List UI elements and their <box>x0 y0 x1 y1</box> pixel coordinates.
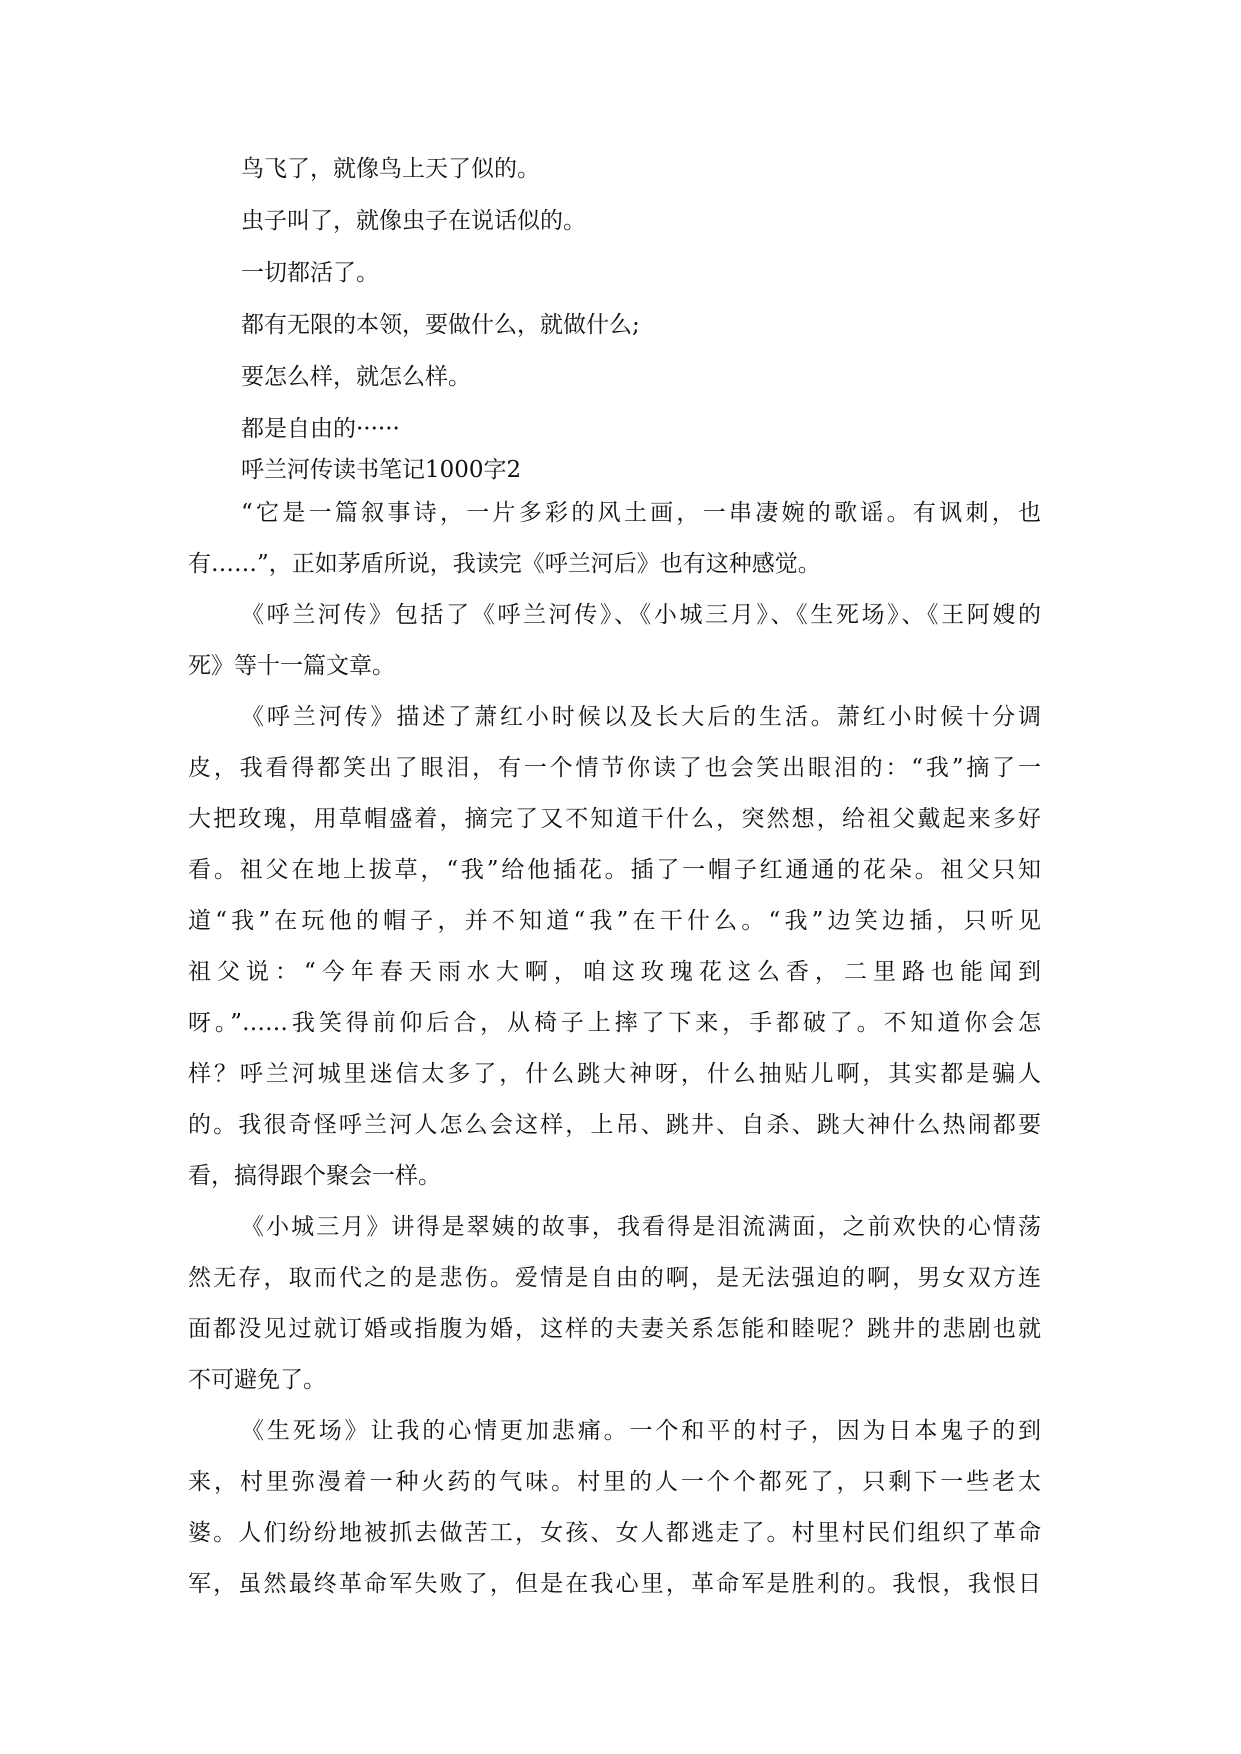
poem-line: 鸟飞了，就像鸟上天了似的。 <box>241 156 540 182</box>
paragraph-line: 不可避免了。 <box>188 1367 326 1393</box>
paragraph-line: 大把玫瑰，用草帽盛着，摘完了又不知道干什么，突然想，给祖父戴起来多好 <box>188 806 1041 832</box>
paragraph-line: 婆。人们纷纷地被抓去做苦工，女孩、女人都逃走了。村里村民们组织了革命 <box>188 1520 1041 1546</box>
paragraph-line: 看，搞得跟个聚会一样。 <box>188 1163 441 1189</box>
essay-paragraph <box>188 692 1041 1202</box>
poem-line: 要怎么样，就怎么样。 <box>241 364 471 390</box>
paragraph-line: 样？呼兰河城里迷信太多了，什么跳大神呀，什么抽贴儿啊，其实都是骗人 <box>188 1061 1041 1087</box>
essay-paragraphs <box>188 488 1041 1610</box>
poem-block <box>241 154 1041 466</box>
essay-paragraph <box>188 488 1041 590</box>
paragraph-line: 祖父说：“今年春天雨水大啊，咱这玫瑰花这么香，二里路也能闻到 <box>188 959 1041 985</box>
essay-paragraph <box>188 1406 1041 1610</box>
poem-line: 都是自由的······ <box>241 416 400 442</box>
paragraph-line: 皮，我看得都笑出了眼泪，有一个情节你读了也会笑出眼泪的：“我”摘了一 <box>188 755 1041 781</box>
paragraph-line: 道“我”在玩他的帽子，并不知道“我”在干什么。“我”边笑边插，只听见 <box>188 908 1041 934</box>
paragraph-line: 《生死场》让我的心情更加悲痛。一个和平的村子，因为日本鬼子的到 <box>241 1418 1041 1444</box>
paragraph-line: 《小城三月》讲得是翠姨的故事，我看得是泪流满面，之前欢快的心情荡 <box>241 1214 1041 1240</box>
essay-paragraph <box>188 590 1041 692</box>
paragraph-line: 《呼兰河传》包括了《呼兰河传》、《小城三月》、《生死场》、《王阿嫂的 <box>241 602 1041 628</box>
paragraph-line: 来，村里弥漫着一种火药的气味。村里的人一个个都死了，只剩下一些老太 <box>188 1469 1041 1495</box>
paragraph-line: 看。祖父在地上拔草，“我”给他插花。插了一帽子红通通的花朵。祖父只知 <box>188 857 1041 883</box>
paragraph-line: 有……”，正如茅盾所说，我读完《呼兰河后》也有这种感觉。 <box>188 551 821 577</box>
poem-line: 都有无限的本领，要做什么，就做什么; <box>241 312 640 338</box>
poem-line: 虫子叫了，就像虫子在说话似的。 <box>241 208 586 234</box>
paragraph-line: 死》等十一篇文章。 <box>188 653 395 679</box>
poem-line: 一切都活了。 <box>241 260 379 286</box>
essay-heading: 呼兰河传读书笔记1000字2 <box>241 457 522 483</box>
essay-paragraph <box>188 1202 1041 1406</box>
paragraph-line: “它是一篇叙事诗，一片多彩的风土画，一串凄婉的歌谣。有讽刺，也 <box>241 500 1041 526</box>
paragraph-line: 然无存，取而代之的是悲伤。爱情是自由的啊，是无法强迫的啊，男女双方连 <box>188 1265 1041 1291</box>
paragraph-line: 《呼兰河传》描述了萧红小时候以及长大后的生活。萧红小时候十分调 <box>241 704 1041 730</box>
paragraph-line: 的。我很奇怪呼兰河人怎么会这样，上吊、跳井、自杀、跳大神什么热闹都要 <box>188 1112 1041 1138</box>
paragraph-line: 军，虽然最终革命军失败了，但是在我心里，革命军是胜利的。我恨，我恨日 <box>188 1571 1041 1597</box>
paragraph-line: 面都没见过就订婚或指腹为婚，这样的夫妻关系怎能和睦呢？跳井的悲剧也就 <box>188 1316 1041 1342</box>
essay-body <box>188 455 1041 1610</box>
paragraph-line: 呀。”……我笑得前仰后合，从椅子上摔了下来，手都破了。不知道你会怎 <box>188 1010 1041 1036</box>
